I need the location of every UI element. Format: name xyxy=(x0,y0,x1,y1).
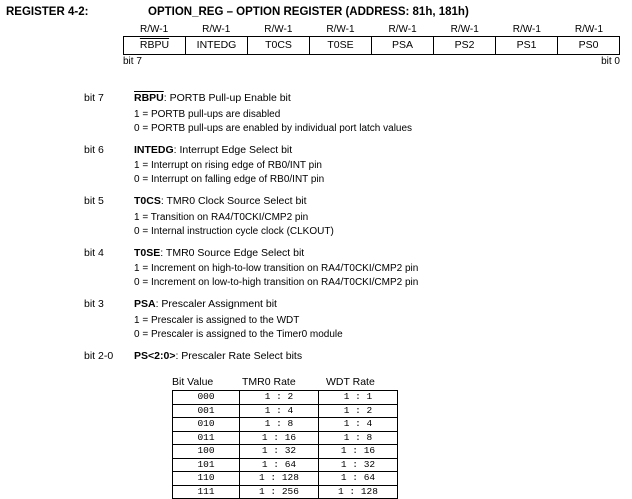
bit-name-3: T0SE xyxy=(310,37,372,54)
bit-field-name-overline: RBPU xyxy=(134,92,164,104)
bit-description-body xyxy=(134,298,632,341)
bit-description-block xyxy=(0,195,632,238)
table-row xyxy=(173,431,398,445)
bit-description-block xyxy=(0,298,632,341)
bit-description-body xyxy=(134,144,632,187)
bit-access-6: R/W-1 xyxy=(512,24,541,35)
prescaler-header-bit-value: Bit Value xyxy=(172,376,214,388)
bit-access-3: R/W-1 xyxy=(326,24,355,35)
bit-description-block xyxy=(0,247,632,290)
table-cell: 1 : 2 xyxy=(319,404,398,418)
bit-value-line: 1 = Prescaler is assigned to the WDT xyxy=(134,314,300,326)
bit-access-7: R/W-1 xyxy=(574,24,604,35)
bit-value-line: 0 = Increment on low-to-high transition on RA4/T0CKI/CMP2 pin xyxy=(134,277,419,288)
register-title: OPTION_REG – OPTION REGISTER (ADDRESS: 81h, 181h) xyxy=(148,6,469,18)
bit-field-description: : Interrupt Edge Select bit xyxy=(173,143,293,156)
bit-field-description: : PORTB Pull-up Enable bit xyxy=(163,92,291,104)
bit-description-label: bit 6 xyxy=(84,143,104,156)
bit-value-line: 1 = PORTB pull-ups are disabled xyxy=(134,108,281,120)
bit-name-7: PS0 xyxy=(578,39,599,51)
bit-description-body xyxy=(134,350,632,362)
bit-description-title xyxy=(134,92,632,104)
bit-value-line: 1 = Interrupt on rising edge of RB0/INT pin xyxy=(134,160,322,171)
bit-name-1: INTEDG xyxy=(186,37,248,54)
table-cell: 1 : 128 xyxy=(240,472,319,486)
bit-access-0: R/W-1 xyxy=(139,24,169,35)
bit-description-title xyxy=(134,298,632,310)
table-cell: 1 : 16 xyxy=(240,431,319,445)
bit-name-row xyxy=(123,36,620,55)
table-cell: 011 xyxy=(173,431,240,445)
table-cell: 1 : 128 xyxy=(319,485,398,499)
bit-description-body xyxy=(134,195,632,238)
bit-value-lines xyxy=(134,313,632,341)
table-cell: 1 : 256 xyxy=(240,485,319,499)
bit-value-line: 0 = Prescaler is assigned to the Timer0 module xyxy=(134,328,343,340)
table-cell: 1 : 64 xyxy=(240,458,319,472)
bit-description-label: bit 5 xyxy=(84,195,104,207)
table-row xyxy=(173,445,398,459)
bit-field-description: : TMR0 Source Edge Select bit xyxy=(160,246,305,259)
table-cell: 001 xyxy=(173,404,240,418)
bit-access-2: R/W-1 xyxy=(264,24,293,35)
bit-access-5: R/W-1 xyxy=(450,24,479,35)
bit-description-body xyxy=(134,247,632,290)
prescaler-header-wdt-rate: WDT Rate xyxy=(326,376,375,388)
table-row xyxy=(173,418,398,432)
bit-description-label: bit 4 xyxy=(84,246,104,259)
bit-name-0 xyxy=(124,37,186,54)
table-cell: 101 xyxy=(173,458,240,472)
bit-value-lines xyxy=(134,159,632,187)
table-cell: 1 : 8 xyxy=(319,431,398,445)
table-row xyxy=(173,472,398,486)
table-row xyxy=(173,404,398,418)
table-cell: 010 xyxy=(173,418,240,432)
bit-description-block xyxy=(0,92,632,135)
prescaler-grid xyxy=(172,390,398,499)
bit-field-name: T0CS xyxy=(134,195,161,207)
bit-value-line: 0 = Interrupt on falling edge of RB0/INT pin xyxy=(134,174,325,185)
bit-value-lines xyxy=(134,210,632,238)
table-cell: 1 : 1 xyxy=(319,391,398,405)
table-row xyxy=(173,485,398,499)
bit-field-description: : TMR0 Clock Source Select bit xyxy=(160,195,307,207)
bit-description-title xyxy=(134,195,632,207)
bit-value-lines xyxy=(134,262,632,290)
bit-value-line: 0 = PORTB pull-ups are enabled by individual port latch values xyxy=(134,122,413,134)
table-cell: 111 xyxy=(173,485,240,499)
bit-name-6: PS1 xyxy=(496,37,558,54)
table-cell: 100 xyxy=(173,445,240,459)
bit-description-title xyxy=(134,247,632,259)
bit-field-name: PS<2:0> xyxy=(134,349,176,362)
table-cell: 1 : 2 xyxy=(240,391,319,405)
table-cell: 1 : 32 xyxy=(319,458,398,472)
bit-endpoints xyxy=(123,55,620,67)
prescaler-rate-table xyxy=(172,376,406,499)
table-row xyxy=(173,458,398,472)
bit-value-line: 0 = Internal instruction cycle clock (CLKOUT) xyxy=(134,225,334,237)
table-cell: 1 : 64 xyxy=(319,472,398,486)
bit-right-end: bit 0 xyxy=(601,56,620,67)
table-cell: 1 : 4 xyxy=(240,404,319,418)
bit-field-table xyxy=(123,24,620,67)
table-cell: 1 : 4 xyxy=(319,418,398,432)
bit-value-line: 1 = Increment on high-to-low transition on RA4/T0CKI/CMP2 pin xyxy=(134,263,419,274)
table-cell: 1 : 16 xyxy=(319,445,398,459)
register-number: REGISTER 4-2: xyxy=(6,6,89,18)
bit-name-overline: RBPU xyxy=(139,39,170,51)
bit-access-4: R/W-1 xyxy=(388,24,417,35)
bit-field-description: : Prescaler Rate Select bits xyxy=(175,349,303,362)
prescaler-header-tmr0-rate: TMR0 Rate xyxy=(242,376,296,388)
bit-description-block xyxy=(0,144,632,187)
table-cell: 000 xyxy=(173,391,240,405)
bit-value-line: 1 = Transition on RA4/T0CKI/CMP2 pin xyxy=(134,211,309,223)
bit-access-row xyxy=(123,24,620,36)
bit-field-description: : Prescaler Assignment bit xyxy=(155,298,277,310)
bit-description-label: bit 2-0 xyxy=(84,349,114,362)
prescaler-table-headers xyxy=(172,376,406,390)
bit-access-1: R/W-1 xyxy=(202,24,231,35)
bit-field-name: INTEDG xyxy=(134,143,174,156)
bit-name-4: PSA xyxy=(372,37,434,54)
bit-field-name: PSA xyxy=(134,298,156,310)
table-cell: 1 : 8 xyxy=(240,418,319,432)
bit-left-end: bit 7 xyxy=(123,56,142,67)
bit-value-lines xyxy=(134,107,632,135)
bit-descriptions xyxy=(0,92,632,370)
bit-description-block xyxy=(0,350,632,362)
bit-description-title xyxy=(134,144,632,156)
bit-description-label: bit 7 xyxy=(84,92,104,104)
table-cell: 1 : 32 xyxy=(240,445,319,459)
bit-description-title xyxy=(134,350,632,362)
bit-field-name: T0SE xyxy=(134,246,161,259)
bit-description-label: bit 3 xyxy=(84,298,104,310)
table-cell: 110 xyxy=(173,472,240,486)
bit-name-5: PS2 xyxy=(434,37,496,54)
table-row xyxy=(173,391,398,405)
bit-name-2: T0CS xyxy=(248,37,310,54)
bit-description-body xyxy=(134,92,632,135)
